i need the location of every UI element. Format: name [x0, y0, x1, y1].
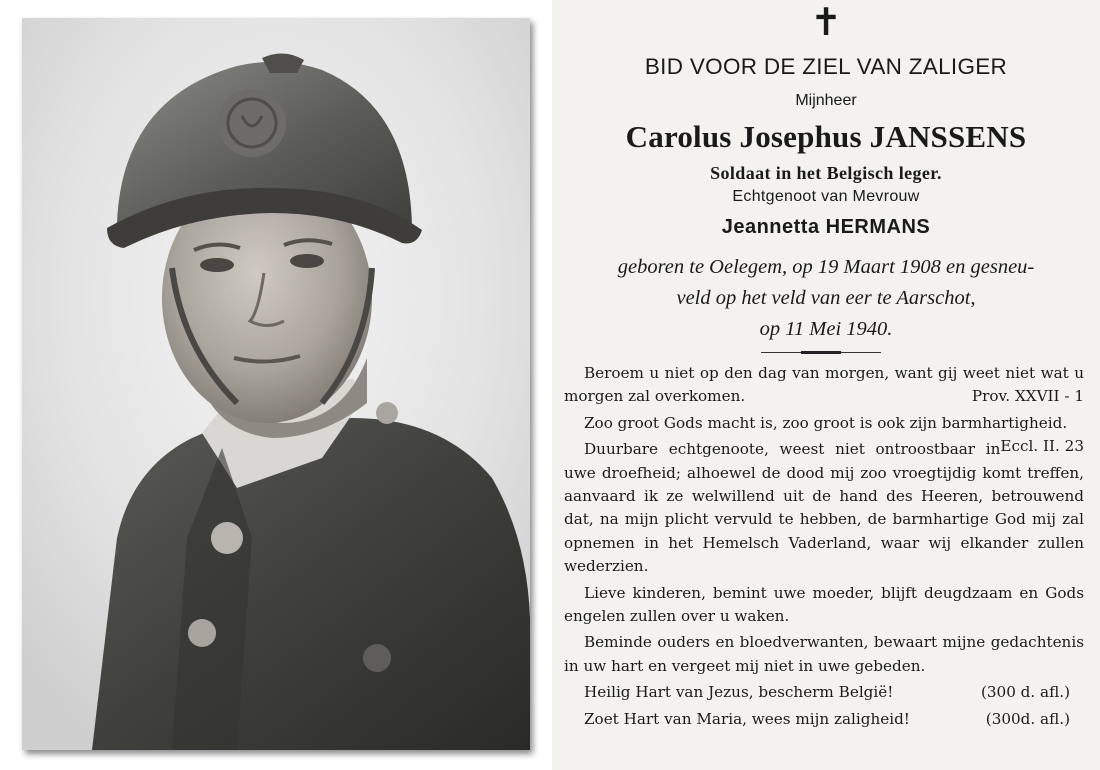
- prayer-2-indulgence: (300d. afl.): [985, 709, 1070, 728]
- paragraph-parents: Beminde ouders en bloedverwanten, bewaart mijne gedachtenis in uw hart en vergeet mij niet in uwe gebeden.: [564, 633, 1084, 675]
- verse-1: [564, 362, 1084, 409]
- deceased-name: Carolus Josephus JANSSENS: [625, 119, 1027, 154]
- verse-2-text: Zoo groot Gods macht is, zoo groot is ook zijn barmhartigheid.: [584, 413, 1068, 432]
- soldier-portrait-illustration: [22, 18, 530, 750]
- spouse-intro: Echtgenoot van Mevrouw: [732, 188, 920, 205]
- card-heading: BID VOOR DE ZIEL VAN ZALIGER: [644, 54, 1008, 79]
- verse-1-text: Beroem u niet op den dag van morgen, want gij weet niet wat u morgen zal overkomen.: [564, 364, 1084, 406]
- prayer-1-text: Heilig Hart van Jezus, bescherm België!: [584, 683, 894, 702]
- verse-1-reference: Prov. XXVII - 1: [971, 387, 1084, 406]
- memorial-prayer-card: [552, 0, 1100, 770]
- deceased-rank: Soldaat in het Belgisch leger.: [710, 163, 942, 183]
- prayer-2: [564, 708, 1084, 731]
- title-prefix: Mijnheer: [795, 92, 857, 109]
- birth-death-details: [552, 252, 1100, 345]
- prayer-2-text: Zoet Hart van Maria, wees mijn zaligheid!: [584, 709, 910, 728]
- birth-line-3: op 11 Mei 1940.: [759, 318, 893, 340]
- prayer-1: [564, 681, 1084, 704]
- verse-2-reference: Eccl. II. 23: [1000, 437, 1084, 456]
- spouse-name: Jeannetta HERMANS: [721, 216, 931, 238]
- prayer-1-indulgence: (300 d. afl.): [980, 683, 1070, 702]
- soldier-portrait-photo: [22, 18, 530, 750]
- cross-icon: ✝: [810, 0, 842, 44]
- birth-line-1: geboren te Oelegem, op 19 Maart 1908 en gesneu-: [617, 256, 1035, 278]
- paragraph-spouse: Duurbare echtgenoote, weest niet ontroostbaar in uwe droefheid; alhoewel de dood mij zoo vroegtijdig komt treffen, aanvaard ik ze welwillend uit de hand des Heeren, betrouwend dat, na mijn plicht vervuld te hebben, de barmhartige God mij zal opnemen in het Hemelsch Vaderland, waar wij elkander zullen wederzien.: [564, 440, 1084, 576]
- divider-rule: [761, 352, 881, 353]
- card-body-text: [564, 362, 1084, 734]
- birth-line-2: veld op het veld van eer te Aarschot,: [676, 287, 976, 309]
- verse-2: [564, 412, 1084, 456]
- paragraph-children: Lieve kinderen, bemint uwe moeder, blijft deugdzaam en Gods engelen zullen over u waken.: [564, 583, 1084, 626]
